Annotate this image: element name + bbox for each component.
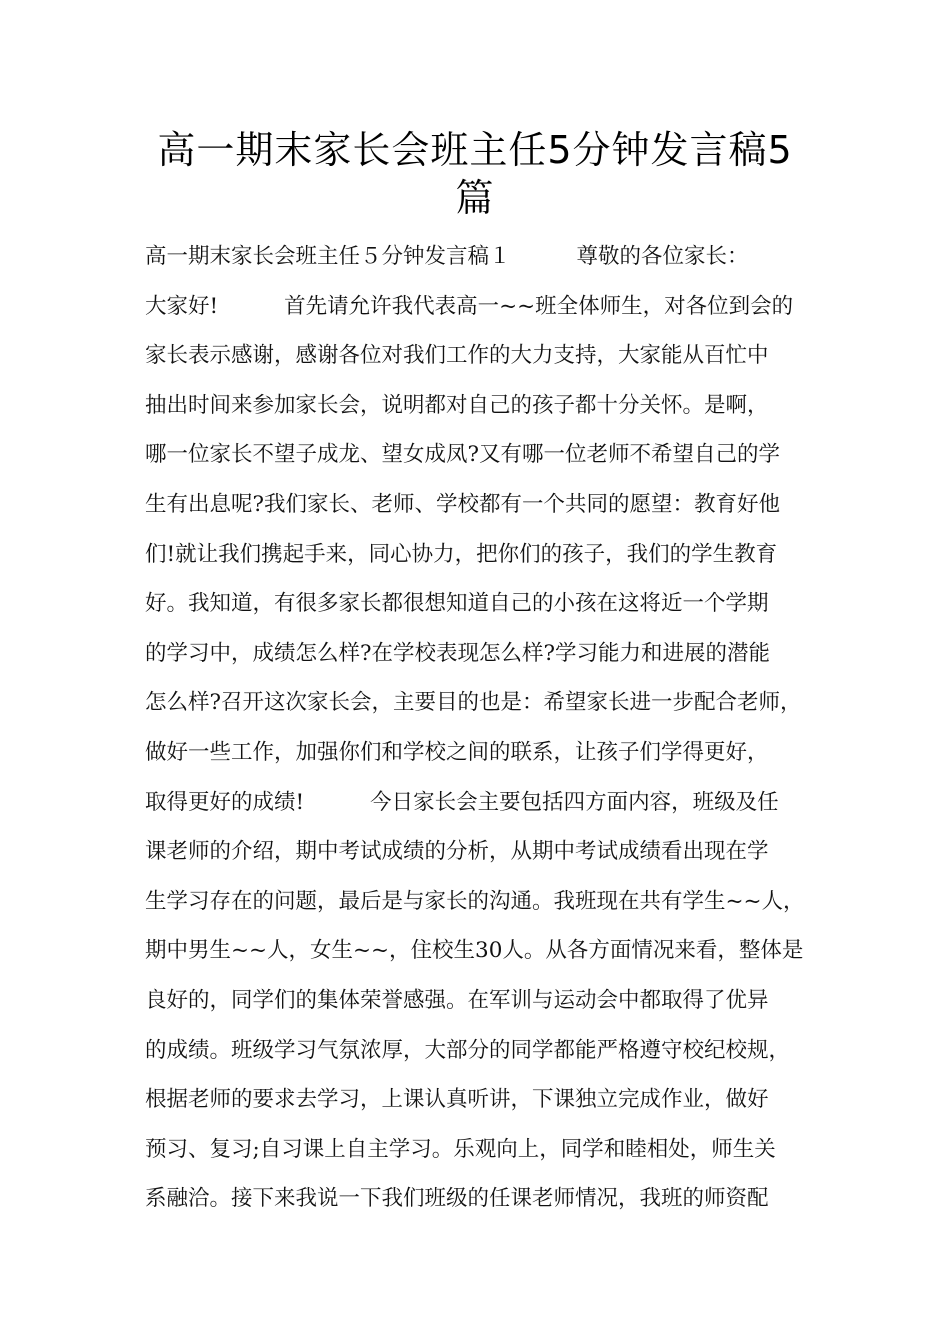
text-segment: 们!就让我们携起手来，同心协力，把你们的孩子，我们的学生教育 [145, 541, 778, 567]
text-segment: 的学习中，成绩怎么样?在学校表现怎么样?学习能力和进展的潜能 [145, 640, 771, 666]
text-segment: 良好的，同学们的集体荣誉感强。在军训与运动会中都取得了优异 [145, 987, 769, 1013]
text-segment: 做好一些工作，加强你们和学校之间的联系，让孩子们学得更好， [145, 739, 769, 765]
text-segment: 家长表示感谢，感谢各位对我们工作的大力支持，大家能从百忙中 [145, 343, 769, 369]
text-line [145, 480, 825, 530]
text-segment: 怎么样?召开这次家长会，主要目的也是：希望家长进一步配合老师， [145, 690, 802, 716]
text-line [145, 926, 825, 976]
text-segment: 今日家长会主要包括四方面内容，班级及任 [370, 789, 779, 815]
text-line [145, 1026, 825, 1076]
text-segment: 高一期末家长会班主任５分钟发言稿１ [145, 244, 511, 269]
text-line [145, 827, 825, 877]
text-line [145, 579, 825, 629]
body-text [145, 232, 825, 1224]
text-line [145, 1174, 825, 1224]
text-line [145, 381, 825, 431]
text-segment: 预习、复习;自习课上自主学习。乐观向上，同学和睦相处，师生关 [145, 1136, 776, 1162]
text-segment: 尊敬的各位家长： [576, 244, 749, 269]
text-line [145, 778, 825, 828]
text-segment: 生学习存在的问题，最后是与家长的沟通。我班现在共有学生~~人， [145, 888, 805, 914]
text-line [145, 1075, 825, 1125]
text-line [145, 232, 825, 282]
text-segment: 取得更好的成绩! [145, 789, 305, 815]
title-line-1: 高一期末家长会班主任5分钟发言稿5 [157, 128, 793, 172]
text-line [145, 678, 825, 728]
text-segment: 课老师的介绍，期中考试成绩的分析，从期中考试成绩看出现在学 [145, 839, 769, 865]
text-line [145, 877, 825, 927]
text-line [145, 976, 825, 1026]
text-line [145, 430, 825, 480]
text-line [145, 629, 825, 679]
text-segment: 大家好! [145, 293, 219, 319]
text-segment: 好。我知道，有很多家长都很想知道自己的小孩在这将近一个学期 [145, 591, 769, 617]
text-segment: 首先请允许我代表高一~~班全体师生，对各位到会的 [284, 293, 794, 319]
text-segment: 系融洽。接下来我说一下我们班级的任课老师情况，我班的师资配 [145, 1186, 769, 1212]
text-segment: 期中男生~~人，女生~~，住校生30人。从各方面情况来看，整体是 [145, 938, 804, 964]
text-line [145, 728, 825, 778]
text-segment: 哪一位家长不望子成龙、望女成凤?又有哪一位老师不希望自己的学 [145, 442, 781, 468]
text-line [145, 282, 825, 332]
text-line [145, 1125, 825, 1175]
text-segment: 根据老师的要求去学习，上课认真听讲，下课独立完成作业，做好 [145, 1087, 769, 1113]
text-line [145, 530, 825, 580]
document-title [150, 126, 800, 222]
text-line [145, 331, 825, 381]
text-segment: 生有出息呢?我们家长、老师、学校都有一个共同的愿望：教育好他 [145, 491, 781, 517]
text-segment: 的成绩。班级学习气氛浓厚，大部分的同学都能严格遵守校纪校规， [145, 1037, 791, 1063]
text-segment: 抽出时间来参加家长会，说明都对自己的孩子都十分关怀。是啊， [145, 392, 769, 418]
title-line-2: 篇 [455, 176, 495, 220]
